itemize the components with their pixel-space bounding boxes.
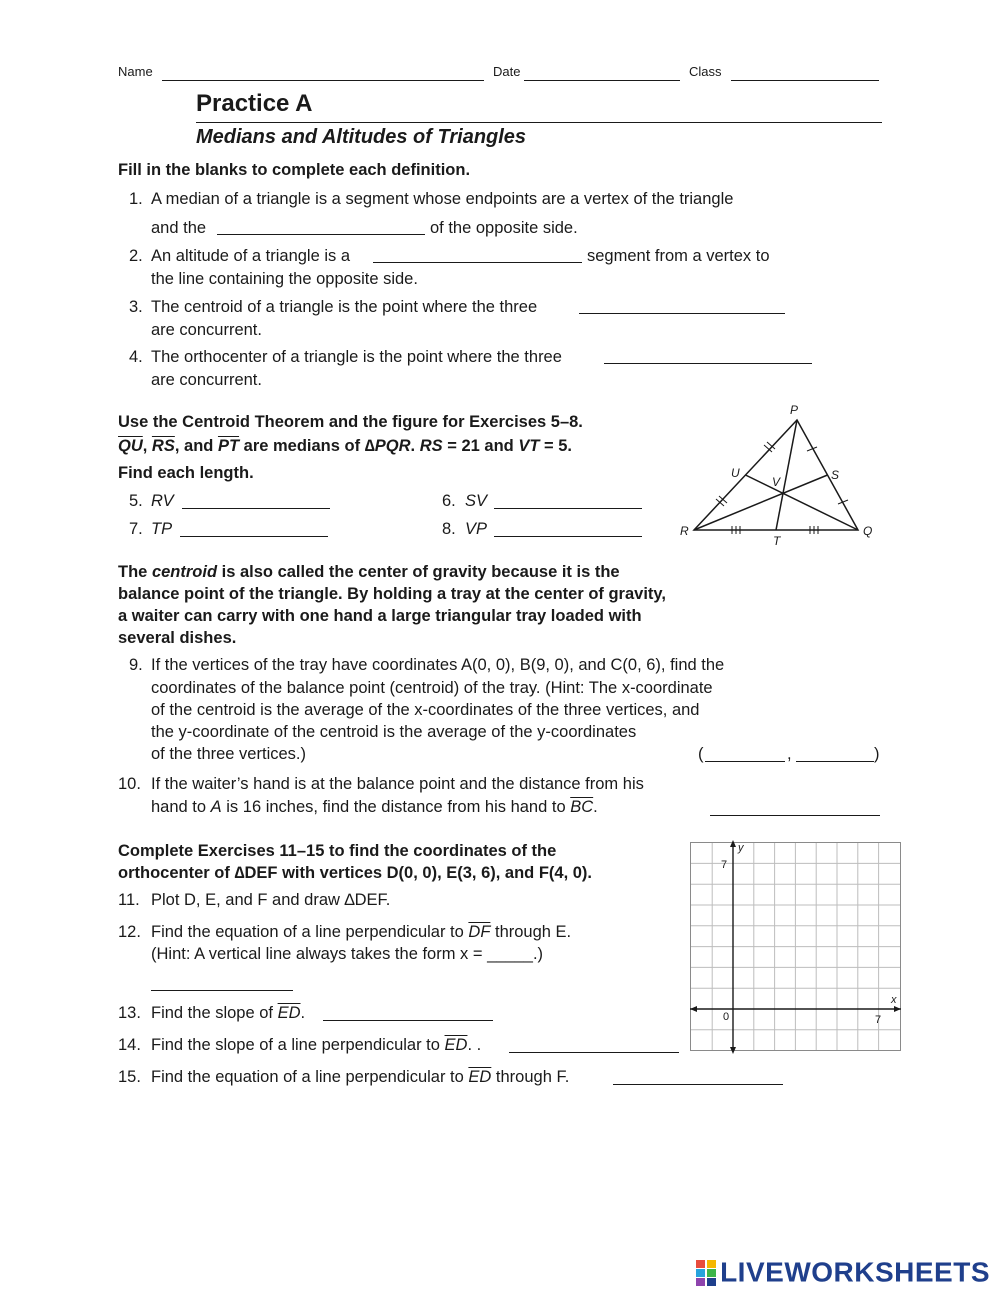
q9-y-answer-field[interactable] (796, 747, 874, 762)
section2-medians-line: $\overline{QU}$, $\overline{RS}$, and $\overline{PT}$ are medians of ∆PQR. RS = 21 and VT = 5. (118, 437, 572, 455)
q8-label: VP (465, 520, 488, 538)
section3-intro3: a waiter can carry with one hand a large triangular tray loaded with (118, 607, 642, 625)
q10-answer-field[interactable] (710, 801, 880, 816)
q9-line1: If the vertices of the tray have coordinates A(0, 0), B(9, 0), and C(0, 6), find the (151, 656, 725, 674)
q10-line2d: . (593, 798, 598, 816)
q12-line1a: Find the equation of a line perpendicular to (151, 923, 464, 941)
y-axis-label: y (738, 842, 744, 854)
section2-instruction2: Find each length. (118, 464, 254, 482)
section3-intro1 (118, 563, 620, 582)
q6-label: SV (465, 492, 488, 510)
q1-number: 1. (129, 190, 143, 208)
q10-line1: If the waiter’s hand is at the balance point and the distance from his (151, 775, 644, 793)
q2-line1a: An altitude of a triangle is a (151, 247, 351, 265)
label-r: R (680, 524, 689, 538)
page-title: Practice A (196, 90, 313, 117)
q9-line4: the y-coordinate of the centroid is the average of the y-coordinates (151, 723, 637, 741)
x-max-label: 7 (875, 1014, 882, 1026)
q11-number: 11. (118, 891, 140, 909)
q9-line5: of the three vertices.) (151, 745, 306, 763)
q12-answer-field[interactable] (151, 976, 293, 991)
title-divider (196, 122, 882, 123)
q13-text-b: . (300, 1004, 306, 1022)
x-axis-arrow-left (690, 1006, 697, 1012)
intro1b: centroid (151, 563, 218, 581)
label-t: T (773, 534, 781, 548)
q15-line1 (151, 1068, 569, 1087)
coordinate-grid[interactable] (690, 840, 902, 1054)
q2-line1b: segment from a vertex to (587, 247, 770, 265)
q13-answer-field[interactable] (323, 1006, 493, 1021)
q15-number: 15. (118, 1068, 141, 1086)
rs-value: = 21 and (447, 437, 514, 455)
q9-answer-comma: , (787, 745, 792, 763)
q5-number: 5. (129, 492, 143, 510)
date-field[interactable] (524, 66, 680, 81)
medians-text: are medians of ∆ (243, 437, 375, 455)
q11-text: Plot D, E, and F and draw ∆DEF. (151, 891, 391, 909)
q7-label: TP (151, 520, 173, 538)
segment-df: $\overline{DF}$ (468, 923, 491, 941)
q9-line2: coordinates of the balance point (centroid) of the tray. (Hint: The x-coordinate (151, 679, 713, 697)
q12-number: 12. (118, 923, 141, 941)
q9-answer-close: ) (874, 745, 880, 763)
liveworksheets-logo (696, 1255, 990, 1289)
q10-line2b: A (210, 798, 222, 816)
q10-line2c: is 16 inches, find the distance from his hand to (226, 798, 566, 816)
q4-line2: are concurrent. (151, 371, 262, 389)
q12-line1b: through E. (495, 923, 572, 941)
segment-bc: $\overline{BC}$ (570, 798, 594, 816)
segment-rs: $\overline{RS}$ (151, 437, 175, 455)
section4-intro2: orthocenter of ∆DEF with vertices D(0, 0), E(3, 6), and F(4, 0). (118, 864, 593, 882)
q3-answer-field[interactable] (579, 299, 785, 314)
q5-answer-field[interactable] (182, 494, 330, 509)
section2-instruction1: Use the Centroid Theorem and the figure for Exercises 5–8. (118, 413, 583, 431)
triangle-figure (672, 398, 882, 550)
y-max-label: 7 (721, 859, 728, 871)
intro1c: is also called the center of gravity because it is the (221, 563, 620, 581)
q12-line1 (151, 923, 571, 942)
q14-text: Find the slope of a line perpendicular to (151, 1036, 440, 1054)
q3-line1: The centroid of a triangle is the point where the three (151, 298, 538, 316)
q1-line2b: of the opposite side. (430, 219, 578, 237)
label-s: S (831, 468, 840, 482)
q6-number: 6. (442, 492, 456, 510)
q4-answer-field[interactable] (604, 349, 812, 364)
q9-answer-open: ( (698, 745, 704, 763)
segment-pt: $\overline{PT}$ (217, 437, 240, 455)
q6-answer-field[interactable] (494, 494, 642, 509)
label-v: V (772, 475, 781, 489)
segment-qu: $\overline{QU}$ (118, 437, 143, 455)
q13-text: Find the slope of (151, 1004, 273, 1022)
q10-line2a: hand to (151, 798, 207, 816)
class-field[interactable] (731, 66, 879, 81)
vt-label: VT (518, 437, 540, 455)
q15-text-b: through F. (495, 1068, 570, 1086)
q14-text-b: . . (467, 1036, 482, 1054)
q4-number: 4. (129, 348, 143, 366)
q13-line1 (151, 1004, 305, 1023)
q14-number: 14. (118, 1036, 141, 1054)
q9-number: 9. (129, 656, 143, 674)
class-label: Class (689, 64, 722, 79)
q12-line2: (Hint: A vertical line always takes the form x = _____.) (151, 945, 544, 963)
name-label: Name (118, 64, 153, 79)
rs-label: RS (419, 437, 443, 455)
q1-line1: A median of a triangle is a segment whose endpoints are a vertex of the triangle (151, 190, 734, 208)
q15-text: Find the equation of a line perpendicular to (151, 1068, 464, 1086)
label-q: Q (863, 524, 873, 538)
q3-line2: are concurrent. (151, 321, 262, 339)
q14-answer-field[interactable] (509, 1038, 679, 1053)
q2-line2: the line containing the opposite side. (151, 270, 418, 288)
segment-ed-q15: $\overline{ED}$ (468, 1068, 492, 1086)
date-label: Date (493, 64, 521, 79)
intro1a: The (118, 563, 148, 581)
name-field[interactable] (162, 66, 484, 81)
section3-intro4: several dishes. (118, 629, 237, 647)
triangle-name: PQR (374, 437, 411, 455)
q10-number: 10. (118, 775, 141, 793)
origin-label: 0 (723, 1011, 730, 1023)
q2-answer-field[interactable] (373, 248, 582, 263)
label-p: P (790, 403, 799, 417)
q8-answer-field[interactable] (494, 522, 642, 537)
q9-line3: of the centroid is the average of the x-coordinates of the three vertices, and (151, 701, 700, 719)
q14-line1 (151, 1036, 481, 1055)
logo-text: LIVEWORKSHEETS (720, 1256, 990, 1288)
page-subtitle: Medians and Altitudes of Triangles (196, 126, 527, 148)
section1-instruction: Fill in the blanks to complete each definition. (118, 161, 471, 179)
q1-line2a: and the (151, 219, 207, 237)
q10-line2 (151, 798, 598, 817)
q7-number: 7. (129, 520, 143, 538)
q15-answer-field[interactable] (613, 1070, 783, 1085)
q4-line1: The orthocenter of a triangle is the point where the three (151, 348, 562, 366)
segment-ed-q13: $\overline{ED}$ (277, 1004, 301, 1022)
section4-intro1: Complete Exercises 11–15 to find the coordinates of the (118, 842, 557, 860)
label-u: U (731, 466, 740, 480)
and-text: and (184, 437, 214, 455)
logo-icon (696, 1260, 716, 1286)
x-axis-label: x (891, 994, 897, 1006)
y-axis-arrow-up (730, 840, 736, 847)
vt-value: = 5. (544, 437, 572, 455)
q7-answer-field[interactable] (180, 522, 328, 537)
section3-intro2: balance point of the triangle. By holding a tray at the center of gravity, (118, 585, 666, 603)
q3-number: 3. (129, 298, 143, 316)
segment-ed-q14: $\overline{ED}$ (444, 1036, 468, 1054)
q9-x-answer-field[interactable] (705, 747, 785, 762)
q2-number: 2. (129, 247, 143, 265)
x-axis-arrow-right (894, 1006, 901, 1012)
q1-answer-field[interactable] (217, 220, 425, 235)
q13-number: 13. (118, 1004, 141, 1022)
q5-label: RV (151, 492, 174, 510)
q8-number: 8. (442, 520, 456, 538)
